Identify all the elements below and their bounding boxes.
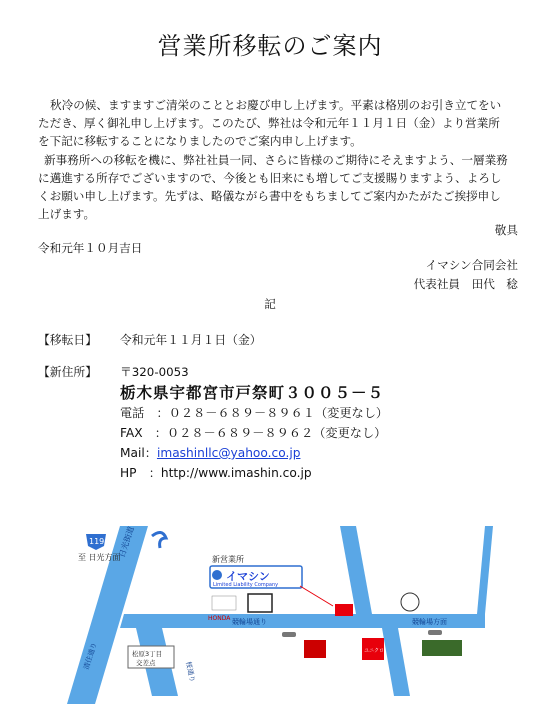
mail-line: [120, 444, 300, 461]
move-date-value: 令和元年１１月１日（金）: [120, 333, 262, 347]
email-link[interactable]: imashinllc@yahoo.co.jp: [156, 446, 301, 460]
honda-label: HONDA: [208, 615, 231, 622]
hachiman-road-label: 桜通り: [184, 660, 197, 683]
intersection-label-2: 交差点: [136, 659, 156, 667]
fax-line: FAX ：０２８－６８９－８９６２（変更なし）: [120, 426, 387, 440]
text-line: 新事務所への移転を機に、弊社社員一同、さらに皆様のご期待にそえますよう、一層業務: [44, 152, 508, 167]
new-office-marker: [335, 604, 353, 616]
ki-heading: 記: [264, 297, 276, 311]
keirin-direction-label: 競輪場方面: [412, 618, 447, 626]
restaurant-logo: [401, 593, 419, 611]
mail-label: Mail：: [120, 446, 157, 460]
office-pointer-arrow: [300, 586, 333, 606]
address-label: 【新住所】: [38, 365, 97, 379]
nikko-road-label: 日光街道: [117, 525, 136, 559]
traffic-light-icon: [282, 632, 296, 637]
postal-code: 〒320-0053: [120, 365, 189, 379]
tel-line: 電話 ：０２８－６８９－８９６１（変更なし）: [120, 406, 389, 420]
text-line: に邁進する所存でございますので、今後とも旧来にも増してご支援賜りますよう、よろし: [38, 170, 502, 185]
representative-name: 代表社員 田代 稔: [413, 277, 518, 291]
imashin-logo-sub: Limited Liability Company: [213, 582, 279, 588]
traffic-light-icon: [428, 630, 442, 635]
new-office-label: 新営業所: [212, 555, 244, 564]
shop-logo: [248, 594, 272, 612]
keirin-road-label: 競輪場通り: [232, 618, 267, 626]
access-map: [0, 494, 540, 710]
r-logo-icon: [152, 532, 166, 548]
text-line: を下記に移転することになりましたのでご案内申し上げます。: [38, 134, 362, 149]
text-line: くお願い申し上げます。先ずは、略儀ながら書中をもちましてご案内かたがたご挨拶申し: [38, 189, 501, 204]
greeting-paragraph: [38, 96, 516, 223]
route-119-label: 119: [89, 537, 105, 546]
imashin-logo-text: イマシン: [226, 570, 270, 583]
to-nikko-label: 至 日光方面: [78, 553, 121, 562]
steakhouse-logo: [422, 640, 462, 656]
shop-red-logo: [304, 640, 326, 658]
uniqlo-label: ユニクロ: [364, 648, 385, 654]
text-line: 秋冷の候、ますますご清栄のこととお慶び申し上げます。平素は格別のお引き立てをい: [50, 98, 502, 112]
kiyosumi-road-label: 清住通り: [82, 641, 99, 671]
move-date-label: 【移転日】: [38, 333, 97, 347]
text-line: ただき、厚く御礼申し上げます。このたび、弊社は令和元年１１月１日（金）より営業所: [38, 116, 500, 131]
east-road: [477, 526, 493, 614]
honda-logo: [212, 596, 236, 610]
homepage-line: HP ：http://www.imashin.co.jp: [120, 466, 312, 480]
company-name: イマシン合同会社: [425, 258, 518, 272]
page-title: 営業所移転のご案内: [157, 32, 383, 60]
text-line: 上げます。: [38, 207, 96, 222]
issue-date: 令和元年１０月吉日: [38, 241, 143, 255]
new-address: 栃木県宇都宮市戸祭町３００５－５: [120, 384, 385, 402]
north-road: [340, 526, 372, 614]
imashin-mark-icon: [212, 570, 222, 580]
intersection-label-1: 松原3丁目: [132, 650, 163, 658]
south-road: [382, 628, 410, 696]
closing-keigu: 敬具: [494, 223, 518, 237]
